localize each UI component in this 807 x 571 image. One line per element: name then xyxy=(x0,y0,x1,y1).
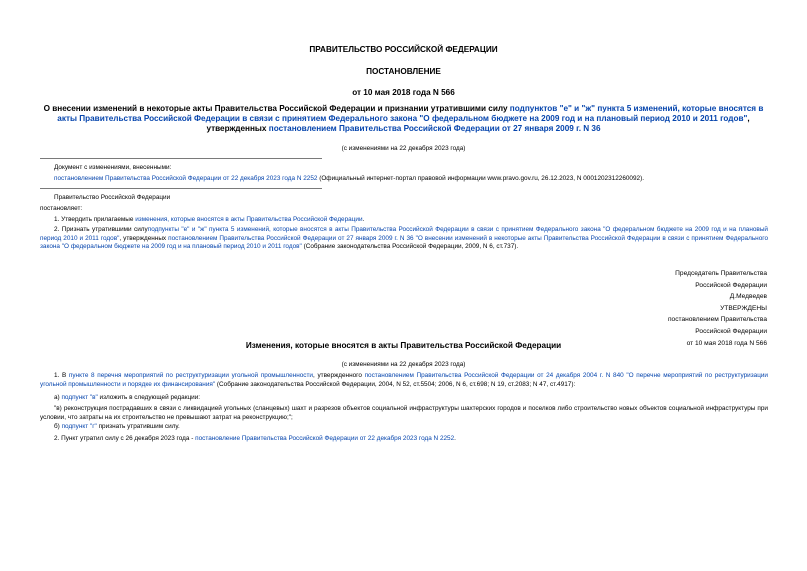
change-a-link-subpoint-v[interactable]: подпункт "в" xyxy=(61,394,98,401)
amendment-source: (Официальный интернет-портал правовой информации www.pravo.gov.ru, 26.12.2023, N 0001202312260092). xyxy=(317,175,645,182)
change-2-prefix: 2. Пункт утратил силу с 26 декабря 2023 года - xyxy=(54,435,196,442)
change-b-suffix: признать утратившим силу. xyxy=(96,423,180,430)
item-1-link-changes[interactable]: изменения, которые вносятся в акты Правительства Российской Федерации xyxy=(135,216,363,223)
document-date-number: от 10 мая 2018 года N 566 xyxy=(352,88,455,97)
divider xyxy=(40,188,322,189)
signature-name: Д.Медведев xyxy=(729,293,767,301)
change-1-suffix: (Собрание законодательства Российской Федерации, 2004, N 52, ст.5504; 2006, N 6, ст.698; N 19, ст.2083; N 47, ст.4917): xyxy=(215,380,576,388)
title-text-1: О внесении изменений в некоторые акты Правительства Российской Федерации и признании утратившими силу xyxy=(43,104,510,113)
amendments-heading: Документ с изменениями, внесенными: xyxy=(54,164,172,171)
change-1-mid: , утвержденного xyxy=(313,372,365,379)
title-link-resolution-36[interactable]: постановлением Правительства Российской Федерации от 27 января 2009 г. N 36 xyxy=(268,124,601,133)
signature-block xyxy=(668,268,767,349)
government-heading: ПРАВИТЕЛЬСТВО РОССИЙСКОЙ ФЕДЕРАЦИИ xyxy=(309,45,498,54)
change-2-suffix: . xyxy=(454,435,456,442)
amendment-link-2252[interactable]: постановлением Правительства Российской Федерации от 22 декабря 2023 года N 2252 xyxy=(54,175,318,182)
change-1 xyxy=(40,372,768,389)
preamble-government: Правительство Российской Федерации xyxy=(54,194,171,201)
amendments-list xyxy=(54,175,774,184)
document-title xyxy=(40,104,767,134)
change-b-prefix: б) xyxy=(54,423,62,430)
changes-title: Изменения, которые вносятся в акты Правительства Российской Федерации xyxy=(245,341,562,350)
change-2-link-2252[interactable]: постановление Правительства Российской Федерации от 22 декабря 2023 года N 2252 xyxy=(195,435,455,442)
item-2-link-subpoints[interactable]: подпункты "е" и "ж" пункта 5 изменений, которые вносятся в акты Правительства Российской Федерации в связи с принятием Федерального закона "О федеральном бюджете на 2009 год и на плановый период 2010 и 2011 годов" xyxy=(40,226,768,242)
signature-country: Российской Федерации xyxy=(695,281,767,289)
item-1-suffix: . xyxy=(362,216,365,223)
approved-country: Российской Федерации xyxy=(695,327,767,335)
item-2-mid: , утвержденных xyxy=(119,234,169,242)
preamble-decrees: постановляет: xyxy=(40,205,83,212)
item-1-prefix: 1. Утвердить прилагаемые xyxy=(54,216,136,223)
divider xyxy=(40,158,322,159)
approved-by: постановлением Правительства xyxy=(667,316,767,324)
amended-note: (с изменениями на 22 декабря 2023 года) xyxy=(341,145,466,152)
approved-date: от 10 мая 2018 года N 566 xyxy=(686,339,767,347)
changes-amended-note: (с изменениями на 22 декабря 2023 года) xyxy=(341,361,466,368)
approved-label: УТВЕРЖДЕНЫ xyxy=(720,304,767,312)
change-b-link-subpoint-g[interactable]: подпункт "г" xyxy=(61,423,97,430)
change-1-link-resolution-840[interactable]: постановлением Правительства Российской Федерации от 24 декабря 2004 г. N 840 "О перечне мероприятий по реструктуризации угольной промышленности и порядке их финансирования" xyxy=(40,372,769,388)
item-2-prefix: 2. Признать утратившими силу xyxy=(54,226,148,233)
item-2-link-resolution-36[interactable]: постановлением Правительства Российской Федерации от 27 января 2009 г. N 36 "О внесении изменений в некоторые акты Правительства Российской Федерации в связи с принятием Федерального закона "О федеральном бюджете на 2009 год и на плановый период 2010 и 2011 годов" xyxy=(40,234,769,251)
change-1-prefix: 1. В xyxy=(54,372,69,379)
change-1-link-point-8[interactable]: пункте 8 перечня мероприятий по реструктуризации угольной промышленности xyxy=(68,372,314,379)
item-2-suffix: (Собрание законодательства Российской Федерации, 2009, N 6, ст.737). xyxy=(301,243,519,251)
document-type: ПОСТАНОВЛЕНИЕ xyxy=(366,67,441,76)
item-2 xyxy=(40,226,768,252)
change-b xyxy=(54,423,180,432)
change-a xyxy=(54,394,200,403)
change-a-prefix: а) xyxy=(54,394,62,401)
change-2 xyxy=(54,435,456,444)
signature-position: Председатель Правительства xyxy=(675,270,767,277)
title-link-subpoints[interactable]: подпунктов "е" и "ж" пункта 5 изменений, которые вносятся в акты Правительства Российской Федерации в связи с принятием Федерального закона "О федеральном бюджете на 2009 год и на плановый период 2010 и 2011 годов" xyxy=(57,104,764,123)
change-a-suffix: изложить в следующей редакции: xyxy=(97,394,201,401)
change-quote: "в) реконструкция пострадавших в связи с ликвидацией угольных (сланцевых) шахт и разрезов объектов социальной инфраструктуры шахтерских городов и поселков либо строительство новых объектов социальной инфраструктуры при условии, что затраты на их строительство не превышают затрат на реконструкцию;"; xyxy=(40,405,768,421)
item-1 xyxy=(54,216,768,225)
title-text-2: , утвержденных xyxy=(206,114,750,133)
